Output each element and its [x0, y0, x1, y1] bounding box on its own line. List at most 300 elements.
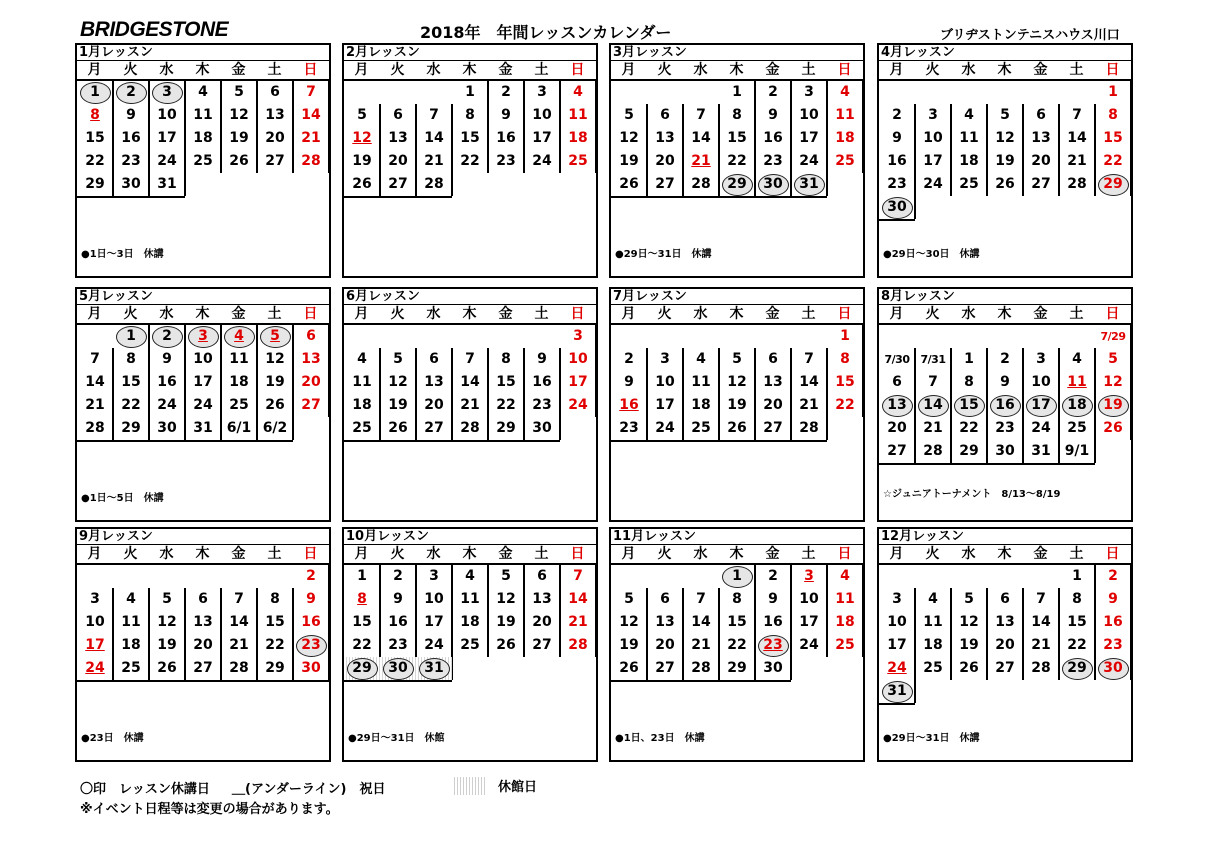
- day-cell-no-lesson: 1: [719, 565, 755, 588]
- weekday-label: 日: [1105, 62, 1120, 78]
- weekday-label: 月: [354, 62, 369, 78]
- day-cell: 6: [1036, 107, 1046, 123]
- weekday-header: [611, 305, 863, 325]
- day-cell: 27: [193, 660, 213, 676]
- day-cell: 14: [424, 130, 444, 146]
- day-cell: 11: [923, 614, 943, 630]
- day-cell: 13: [301, 351, 321, 367]
- day-cell: 9: [162, 351, 172, 367]
- day-cell: 19: [229, 130, 249, 146]
- day-cell: 18: [193, 130, 213, 146]
- day-cell: 27: [424, 420, 444, 436]
- day-cell: 20: [995, 637, 1015, 653]
- day-cell: 18: [835, 130, 855, 146]
- day-cell: 10: [655, 374, 675, 390]
- day-cell: 23: [496, 153, 516, 169]
- day-cell: 28: [568, 637, 588, 653]
- month-title: 8月レッスン: [879, 289, 1131, 305]
- day-cell: 13: [193, 614, 213, 630]
- day-cell: 16: [763, 614, 783, 630]
- day-cell: 27: [265, 153, 285, 169]
- day-cell: 2: [1000, 351, 1010, 367]
- day-cell: 12: [1103, 374, 1123, 390]
- day-grid: [344, 81, 596, 231]
- day-cell: 22: [1067, 637, 1087, 653]
- weekday-label: 土: [267, 546, 282, 562]
- day-cell: 1: [1072, 568, 1082, 584]
- day-cell: 28: [301, 153, 321, 169]
- day-cell: 8: [840, 351, 850, 367]
- day-cell: 13: [424, 374, 444, 390]
- day-cell: 10: [157, 107, 177, 123]
- day-cell: 19: [619, 637, 639, 653]
- day-cell: 14: [568, 591, 588, 607]
- weekday-label: 木: [195, 546, 210, 562]
- day-cell: 16: [887, 153, 907, 169]
- weekday-label: 土: [1069, 62, 1084, 78]
- day-cell-no-lesson: 1: [113, 325, 149, 348]
- day-cell: 23: [388, 637, 408, 653]
- day-cell: 16: [496, 130, 516, 146]
- day-cell: 13: [265, 107, 285, 123]
- weekday-label: 日: [837, 62, 852, 78]
- weekday-label: 水: [159, 62, 174, 78]
- day-cell: 21: [460, 397, 480, 413]
- day-cell: 11: [959, 130, 979, 146]
- day-cell: 25: [229, 397, 249, 413]
- day-cell: 27: [655, 660, 675, 676]
- day-cell: 22: [959, 420, 979, 436]
- day-cell: 3: [1036, 351, 1046, 367]
- day-cell: 4: [840, 84, 850, 100]
- day-cell: 30: [301, 660, 321, 676]
- weekday-label: 日: [837, 546, 852, 562]
- day-cell: 6: [660, 107, 670, 123]
- day-cell: 15: [121, 374, 141, 390]
- day-grid: [344, 325, 596, 475]
- month-block: [75, 527, 331, 762]
- weekday-label: 火: [657, 62, 672, 78]
- day-cell: 11: [229, 351, 249, 367]
- day-cell: 3: [573, 328, 583, 344]
- day-cell: 16: [1103, 614, 1123, 630]
- day-cell: 25: [835, 637, 855, 653]
- weekday-label: 金: [1033, 62, 1048, 78]
- weekday-label: 金: [765, 306, 780, 322]
- day-cell: 11: [121, 614, 141, 630]
- day-cell: 21: [1067, 153, 1087, 169]
- day-cell: 20: [193, 637, 213, 653]
- weekday-label: 水: [693, 62, 708, 78]
- day-cell: 21: [424, 153, 444, 169]
- day-cell: 19: [959, 637, 979, 653]
- day-cell: 16: [532, 374, 552, 390]
- day-cell: 4: [1072, 351, 1082, 367]
- day-cell: 22: [352, 637, 372, 653]
- day-cell: 16: [157, 374, 177, 390]
- weekday-header: [879, 305, 1131, 325]
- weekday-label: 土: [1069, 546, 1084, 562]
- day-cell: 26: [388, 420, 408, 436]
- day-cell: 22: [496, 397, 516, 413]
- day-cell: 4: [696, 351, 706, 367]
- weekday-label: 火: [123, 546, 138, 562]
- legend-circle: 〇印 レッスン休講日: [80, 782, 210, 797]
- day-cell: 18: [121, 637, 141, 653]
- weekday-label: 火: [925, 546, 940, 562]
- day-cell: 13: [655, 130, 675, 146]
- legend-closed: 休館日: [498, 780, 538, 795]
- weekday-header: [77, 61, 329, 81]
- weekday-label: 土: [1069, 306, 1084, 322]
- day-cell: 5: [1108, 351, 1118, 367]
- day-cell: 7: [306, 84, 316, 100]
- day-cell: 6: [537, 568, 547, 584]
- day-cell: 19: [619, 153, 639, 169]
- weekday-label: 木: [462, 546, 477, 562]
- weekday-label: 月: [87, 546, 102, 562]
- weekday-label: 火: [123, 62, 138, 78]
- weekday-label: 金: [765, 546, 780, 562]
- day-cell: 19: [352, 153, 372, 169]
- day-cell: 11: [352, 374, 372, 390]
- day-cell: 28: [1067, 176, 1087, 192]
- day-cell: 20: [388, 153, 408, 169]
- day-cell: 13: [1031, 130, 1051, 146]
- day-cell: 23: [763, 153, 783, 169]
- row-border: [879, 703, 915, 705]
- day-cell: 31: [1031, 443, 1051, 459]
- day-cell: 2: [624, 351, 634, 367]
- row-border: [77, 196, 185, 198]
- day-cell: 23: [887, 176, 907, 192]
- day-cell: 26: [229, 153, 249, 169]
- day-cell: 7: [234, 591, 244, 607]
- weekday-label: 金: [1033, 306, 1048, 322]
- day-cell: 28: [691, 176, 711, 192]
- day-cell: 30: [157, 420, 177, 436]
- day-cell: 7/30: [884, 353, 910, 366]
- day-cell: 16: [619, 397, 639, 413]
- day-cell: 7: [1072, 107, 1082, 123]
- day-cell: 27: [655, 176, 675, 192]
- day-cell: 20: [1031, 153, 1051, 169]
- day-cell: 8: [1108, 107, 1118, 123]
- weekday-label: 月: [354, 546, 369, 562]
- weekday-label: 日: [570, 546, 585, 562]
- day-cell: 21: [1031, 637, 1051, 653]
- day-cell: 7/31: [920, 353, 946, 366]
- weekday-header: [77, 545, 329, 565]
- day-cell: 7: [928, 374, 938, 390]
- day-cell: 17: [157, 130, 177, 146]
- day-cell: 3: [804, 568, 814, 584]
- weekday-label: 月: [621, 306, 636, 322]
- day-cell: 26: [727, 420, 747, 436]
- day-cell: 5: [162, 591, 172, 607]
- weekday-label: 水: [159, 306, 174, 322]
- weekday-label: 金: [231, 62, 246, 78]
- weekday-label: 火: [390, 546, 405, 562]
- day-cell-no-lesson: 29: [1059, 657, 1095, 680]
- month-note: ☆ジュニアトーナメント 8/13～8/19: [883, 489, 1061, 500]
- weekday-header: [344, 545, 596, 565]
- weekday-label: 金: [498, 306, 513, 322]
- day-cell: 12: [496, 591, 516, 607]
- day-cell: 24: [157, 397, 177, 413]
- row-border: [344, 440, 560, 442]
- month-title: 2月レッスン: [344, 45, 596, 61]
- day-cell: 15: [85, 130, 105, 146]
- day-cell: 26: [157, 660, 177, 676]
- day-cell: 2: [768, 84, 778, 100]
- weekday-label: 水: [693, 306, 708, 322]
- day-cell-no-lesson: 17: [1023, 394, 1059, 417]
- day-cell: 30: [995, 443, 1015, 459]
- day-cell: 9: [306, 591, 316, 607]
- day-cell: 18: [691, 397, 711, 413]
- day-grid: [611, 81, 863, 231]
- weekday-label: 木: [729, 306, 744, 322]
- weekday-header: [611, 61, 863, 81]
- day-cell: 27: [301, 397, 321, 413]
- day-cell: 26: [352, 176, 372, 192]
- day-cell: 7/29: [1100, 330, 1126, 343]
- day-cell: 26: [995, 176, 1015, 192]
- month-title: 9月レッスン: [77, 529, 329, 545]
- day-cell: 28: [799, 420, 819, 436]
- day-cell: 27: [995, 660, 1015, 676]
- day-cell: 11: [691, 374, 711, 390]
- weekday-label: 木: [195, 62, 210, 78]
- day-cell: 20: [532, 614, 552, 630]
- day-cell: 20: [265, 130, 285, 146]
- day-cell-no-lesson: 29: [719, 173, 755, 196]
- weekday-label: 水: [961, 62, 976, 78]
- day-cell-no-lesson: 31: [879, 680, 915, 703]
- day-cell: 10: [193, 351, 213, 367]
- row-border: [879, 219, 915, 221]
- day-cell: 3: [928, 107, 938, 123]
- day-cell: 7: [429, 107, 439, 123]
- day-cell: 12: [157, 614, 177, 630]
- day-cell: 25: [691, 420, 711, 436]
- day-cell: 28: [923, 443, 943, 459]
- day-cell: 16: [121, 130, 141, 146]
- row-border: [611, 196, 827, 198]
- day-cell: 24: [424, 637, 444, 653]
- month-title: 12月レッスン: [879, 529, 1131, 545]
- day-cell: 19: [157, 637, 177, 653]
- row-border: [611, 680, 791, 682]
- day-cell: 6/1: [226, 420, 252, 436]
- month-title: 5月レッスン: [77, 289, 329, 305]
- weekday-label: 水: [159, 546, 174, 562]
- day-cell: 28: [460, 420, 480, 436]
- day-grid: [77, 325, 329, 475]
- day-cell: 23: [532, 397, 552, 413]
- weekday-label: 日: [837, 306, 852, 322]
- day-cell: 4: [928, 591, 938, 607]
- weekday-header: [77, 305, 329, 325]
- day-cell: 26: [1103, 420, 1123, 436]
- day-cell: 4: [465, 568, 475, 584]
- day-cell: 22: [727, 637, 747, 653]
- day-cell: 20: [655, 637, 675, 653]
- day-cell: 9: [501, 107, 511, 123]
- weekday-label: 火: [925, 306, 940, 322]
- month-note: ●1日、23日 休講: [615, 733, 705, 744]
- day-cell: 13: [995, 614, 1015, 630]
- day-cell: 5: [624, 591, 634, 607]
- day-cell: 9: [892, 130, 902, 146]
- day-grid: [879, 565, 1131, 715]
- day-cell: 17: [85, 637, 105, 653]
- weekday-header: [879, 545, 1131, 565]
- day-cell: 29: [959, 443, 979, 459]
- day-cell: 25: [1067, 420, 1087, 436]
- weekday-label: 日: [1105, 306, 1120, 322]
- day-cell: 9: [537, 351, 547, 367]
- day-cell: 14: [301, 107, 321, 123]
- weekday-label: 土: [801, 62, 816, 78]
- day-cell: 13: [532, 591, 552, 607]
- day-cell: 31: [157, 176, 177, 192]
- day-cell: 11: [835, 107, 855, 123]
- day-cell: 15: [835, 374, 855, 390]
- day-cell: 21: [923, 420, 943, 436]
- day-cell: 28: [1031, 660, 1051, 676]
- day-cell: 24: [799, 637, 819, 653]
- day-cell-no-lesson: 2: [149, 325, 185, 348]
- day-cell-no-lesson: 29: [344, 657, 380, 680]
- month-block: [877, 43, 1133, 278]
- day-cell: 16: [301, 614, 321, 630]
- weekday-label: 木: [997, 62, 1012, 78]
- weekday-label: 水: [961, 546, 976, 562]
- day-cell: 1: [465, 84, 475, 100]
- day-cell: 22: [85, 153, 105, 169]
- weekday-label: 日: [303, 546, 318, 562]
- month-block: [609, 43, 865, 278]
- weekday-label: 月: [889, 62, 904, 78]
- day-grid: [611, 565, 863, 715]
- weekday-label: 土: [534, 62, 549, 78]
- day-cell: 27: [763, 420, 783, 436]
- day-cell: 2: [393, 568, 403, 584]
- day-cell: 10: [887, 614, 907, 630]
- day-cell: 16: [763, 130, 783, 146]
- day-cell: 27: [532, 637, 552, 653]
- day-cell: 10: [424, 591, 444, 607]
- weekday-label: 月: [621, 62, 636, 78]
- day-cell: 8: [90, 107, 100, 123]
- day-cell: 4: [198, 84, 208, 100]
- day-cell: 24: [193, 397, 213, 413]
- day-cell: 21: [568, 614, 588, 630]
- day-cell: 20: [887, 420, 907, 436]
- weekday-label: 木: [462, 62, 477, 78]
- day-cell: 17: [923, 153, 943, 169]
- day-cell: 15: [460, 130, 480, 146]
- weekday-label: 月: [889, 306, 904, 322]
- day-cell: 8: [357, 591, 367, 607]
- day-cell: 19: [496, 614, 516, 630]
- day-cell: 22: [835, 397, 855, 413]
- weekday-label: 火: [390, 306, 405, 322]
- month-block: [609, 527, 865, 762]
- day-cell: 6: [393, 107, 403, 123]
- day-cell: 8: [501, 351, 511, 367]
- day-cell: 6: [270, 84, 280, 100]
- day-cell: 18: [352, 397, 372, 413]
- day-cell: 20: [301, 374, 321, 390]
- weekday-label: 水: [426, 546, 441, 562]
- weekday-label: 日: [570, 306, 585, 322]
- month-title: 10月レッスン: [344, 529, 596, 545]
- day-cell: 9: [768, 107, 778, 123]
- day-cell: 12: [619, 130, 639, 146]
- row-border: [77, 680, 329, 682]
- day-cell: 8: [1072, 591, 1082, 607]
- day-cell: 5: [501, 568, 511, 584]
- weekday-label: 月: [354, 306, 369, 322]
- row-border: [344, 196, 452, 198]
- weekday-label: 木: [997, 546, 1012, 562]
- day-cell: 30: [532, 420, 552, 436]
- day-cell: 10: [85, 614, 105, 630]
- day-cell: 19: [388, 397, 408, 413]
- day-cell: 6: [1000, 591, 1010, 607]
- day-cell: 18: [460, 614, 480, 630]
- day-cell: 1: [964, 351, 974, 367]
- day-cell: 26: [619, 176, 639, 192]
- weekday-header: [611, 545, 863, 565]
- day-cell: 2: [892, 107, 902, 123]
- day-cell: 31: [193, 420, 213, 436]
- day-cell: 25: [835, 153, 855, 169]
- day-cell: 24: [1031, 420, 1051, 436]
- day-cell: 5: [732, 351, 742, 367]
- day-cell: 25: [568, 153, 588, 169]
- day-cell: 3: [429, 568, 439, 584]
- day-cell: 13: [655, 614, 675, 630]
- day-cell: 1: [732, 84, 742, 100]
- month-block: [342, 43, 598, 278]
- day-cell: 18: [229, 374, 249, 390]
- weekday-header: [344, 305, 596, 325]
- day-grid: [77, 565, 329, 715]
- day-cell: 25: [121, 660, 141, 676]
- day-cell: 9: [768, 591, 778, 607]
- day-cell: 15: [727, 130, 747, 146]
- day-cell: 7: [1036, 591, 1046, 607]
- day-cell-no-lesson: 29: [1095, 173, 1131, 196]
- day-cell: 8: [270, 591, 280, 607]
- month-block: [342, 287, 598, 522]
- weekday-label: 金: [498, 62, 513, 78]
- day-cell: 10: [532, 107, 552, 123]
- day-cell-no-lesson: 16: [987, 394, 1023, 417]
- day-grid: [879, 81, 1131, 231]
- month-block: [609, 287, 865, 522]
- day-cell: 22: [265, 637, 285, 653]
- day-cell: 7: [90, 351, 100, 367]
- day-cell: 10: [799, 591, 819, 607]
- weekday-label: 水: [426, 62, 441, 78]
- day-cell: 7: [465, 351, 475, 367]
- day-cell: 5: [1000, 107, 1010, 123]
